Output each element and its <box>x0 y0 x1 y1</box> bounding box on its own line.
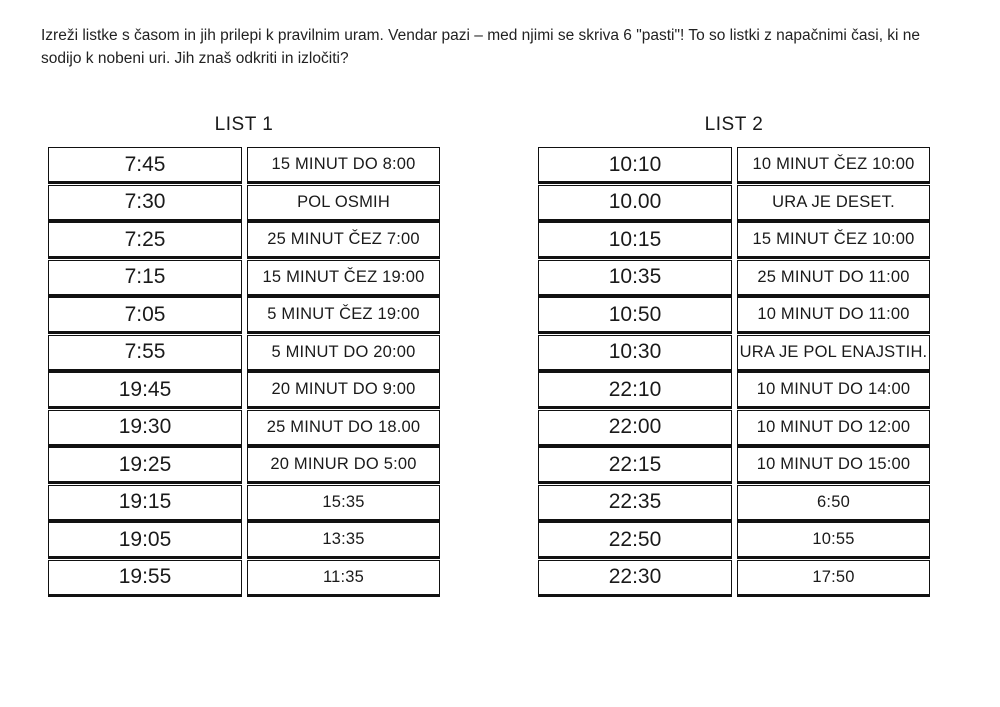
time-card[interactable]: 19:55 <box>48 560 242 597</box>
card-row <box>48 297 440 335</box>
card-rows <box>48 147 440 597</box>
card-row <box>48 185 440 223</box>
sheet-list-1 <box>48 113 440 597</box>
card-rows <box>538 147 930 597</box>
card-row <box>538 447 930 485</box>
card-row <box>48 410 440 448</box>
time-card[interactable]: 10:30 <box>538 335 732 372</box>
time-words-card[interactable]: 10:55 <box>737 522 930 559</box>
time-card[interactable]: 22:10 <box>538 372 732 409</box>
time-card[interactable]: 10:15 <box>538 222 732 259</box>
card-row <box>538 372 930 410</box>
card-row <box>48 560 440 598</box>
time-card[interactable]: 7:45 <box>48 147 242 184</box>
time-words-card[interactable]: 15:35 <box>247 485 440 522</box>
time-card[interactable]: 19:15 <box>48 485 242 522</box>
card-row <box>538 560 930 598</box>
time-card[interactable]: 10:35 <box>538 260 732 297</box>
time-words-card[interactable]: 15 MINUT ČEZ 10:00 <box>737 222 930 259</box>
card-row <box>538 335 930 373</box>
sheet-title: LIST 2 <box>704 114 764 135</box>
time-card[interactable]: 19:30 <box>48 410 242 447</box>
time-card[interactable]: 7:15 <box>48 260 242 297</box>
time-words-card[interactable]: URA JE POL ENAJSTIH. <box>737 335 930 372</box>
card-row <box>48 335 440 373</box>
time-words-card[interactable]: POL OSMIH <box>247 185 440 222</box>
card-row <box>538 260 930 298</box>
time-card[interactable]: 19:25 <box>48 447 242 484</box>
time-words-card[interactable]: 25 MINUT DO 11:00 <box>737 260 930 297</box>
sheet-list-2 <box>538 113 930 597</box>
time-words-card[interactable]: 6:50 <box>737 485 930 522</box>
time-card[interactable]: 22:00 <box>538 410 732 447</box>
card-row <box>48 147 440 185</box>
time-words-card[interactable]: 10 MINUT DO 11:00 <box>737 297 930 334</box>
card-row <box>48 522 440 560</box>
time-card[interactable]: 22:50 <box>538 522 732 559</box>
card-row <box>538 522 930 560</box>
time-card[interactable]: 19:05 <box>48 522 242 559</box>
time-card[interactable]: 7:55 <box>48 335 242 372</box>
time-card[interactable]: 7:25 <box>48 222 242 259</box>
time-words-card[interactable]: URA JE DESET. <box>737 185 930 222</box>
card-row <box>48 260 440 298</box>
time-card[interactable]: 7:05 <box>48 297 242 334</box>
card-row <box>48 485 440 523</box>
time-card[interactable]: 22:35 <box>538 485 732 522</box>
card-row <box>48 447 440 485</box>
card-row <box>538 222 930 260</box>
card-row <box>538 147 930 185</box>
time-words-card[interactable]: 20 MINUT DO 9:00 <box>247 372 440 409</box>
time-words-card[interactable]: 25 MINUT DO 18.00 <box>247 410 440 447</box>
time-card[interactable]: 10.00 <box>538 185 732 222</box>
time-words-card[interactable]: 10 MINUT DO 15:00 <box>737 447 930 484</box>
time-words-card[interactable]: 25 MINUT ČEZ 7:00 <box>247 222 440 259</box>
time-words-card[interactable]: 5 MINUT DO 20:00 <box>247 335 440 372</box>
time-words-card[interactable]: 13:35 <box>247 522 440 559</box>
time-words-card[interactable]: 5 MINUT ČEZ 19:00 <box>247 297 440 334</box>
time-words-card[interactable]: 10 MINUT DO 12:00 <box>737 410 930 447</box>
card-row <box>48 372 440 410</box>
card-row <box>48 222 440 260</box>
card-row <box>538 185 930 223</box>
time-card[interactable]: 22:15 <box>538 447 732 484</box>
time-words-card[interactable]: 10 MINUT ČEZ 10:00 <box>737 147 930 184</box>
time-words-card[interactable]: 11:35 <box>247 560 440 597</box>
time-card[interactable]: 10:10 <box>538 147 732 184</box>
instructions-text: Izreži listke s časom in jih prilepi k pravilnim uram. Vendar pazi – med njimi se skriva 6 "pasti"! To so listki z napačnimi časi, ki ne sodijo k nobeni uri. Jih znaš odkriti in izločiti? <box>41 27 921 67</box>
time-card[interactable]: 10:50 <box>538 297 732 334</box>
card-row <box>538 410 930 448</box>
time-words-card[interactable]: 17:50 <box>737 560 930 597</box>
sheet-title: LIST 1 <box>214 114 274 135</box>
card-row <box>538 485 930 523</box>
time-words-card[interactable]: 15 MINUT ČEZ 19:00 <box>247 260 440 297</box>
time-words-card[interactable]: 15 MINUT DO 8:00 <box>247 147 440 184</box>
time-card[interactable]: 22:30 <box>538 560 732 597</box>
time-words-card[interactable]: 20 MINUR DO 5:00 <box>247 447 440 484</box>
time-card[interactable]: 7:30 <box>48 185 242 222</box>
time-card[interactable]: 19:45 <box>48 372 242 409</box>
card-row <box>538 297 930 335</box>
time-words-card[interactable]: 10 MINUT DO 14:00 <box>737 372 930 409</box>
